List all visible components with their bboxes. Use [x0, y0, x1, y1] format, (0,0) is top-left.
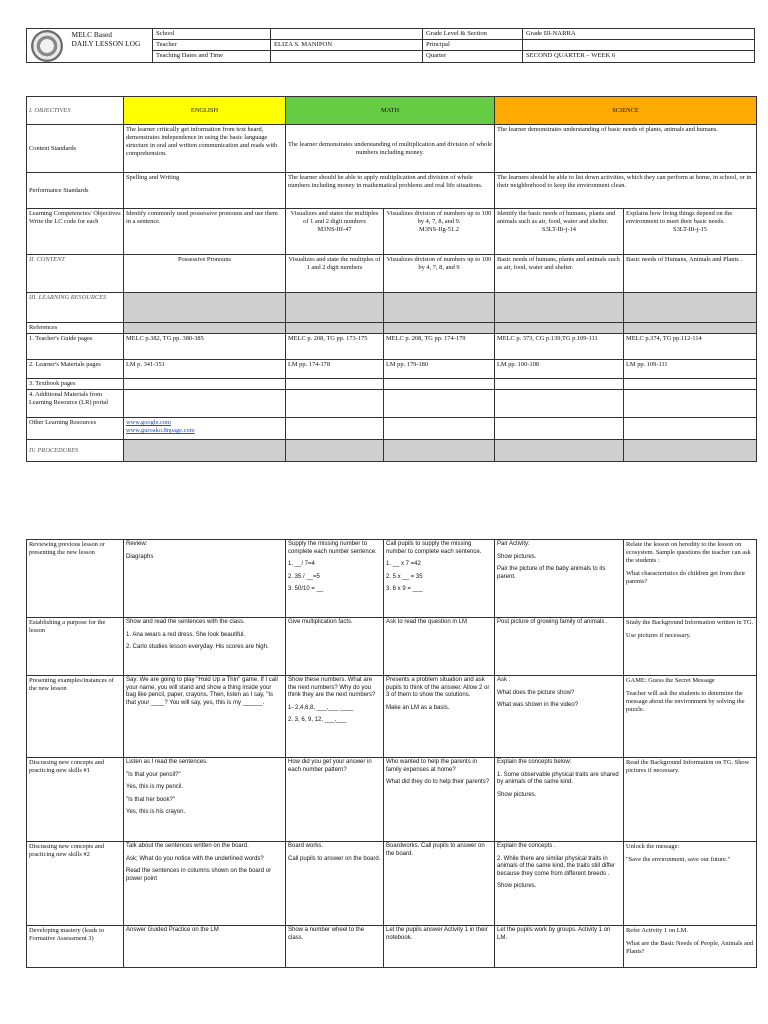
- r5-ma1-b: Call pupils to answer on the board.: [288, 855, 381, 862]
- grade-value: Grade III-NARRA: [523, 29, 755, 40]
- dates-label: Teaching Dates and Time: [153, 51, 271, 62]
- r1-ma1-b: 1. __/ 7=4: [288, 561, 315, 567]
- school-label: School: [153, 29, 271, 40]
- learning-resources-label: III. LEARNING RESOURCES: [27, 293, 124, 323]
- r2-sc2-b: Use pictures if necessary.: [626, 632, 691, 639]
- google-link[interactable]: www.google.com: [126, 419, 172, 426]
- r3-ma1-a: Show these numbers. What are the next numbers? Why do you think they are the next numbers?: [288, 677, 376, 698]
- r3-sc1-b: What does the picture show?: [497, 689, 575, 696]
- r5-ma2: Boardworks. Call pupils to answer on the board.: [384, 842, 495, 926]
- r1-ma2-d: 3. 6 x 9 = ___: [386, 586, 423, 592]
- r2-en-b: 1. Ana wears a red dress. She look beautiful.: [126, 631, 246, 638]
- r2-en-a: Show and read the sentences with the class.: [126, 619, 245, 625]
- other-resources-label: Other Learning Resources: [27, 418, 124, 440]
- r1-sc1-b: Show pictures.: [497, 553, 537, 560]
- lc-math-1-code: M3NS-IIf-47: [317, 226, 352, 233]
- r4-ma2-b: What did they do to help their parents?: [386, 779, 490, 785]
- r1-ma2-c: 2. 5 x __ = 35: [386, 573, 423, 580]
- quarter-value: SECOND QUARTER – WEEK 6: [523, 51, 755, 62]
- header-table: [26, 28, 755, 63]
- teacher-label: Teacher: [153, 40, 271, 51]
- r3-en: Say: We are going to play "Hold Up a Thin" game. If I call your name, you will stand and show a thing inside your bag like pencil, paper, crayons. Then, listen as I say, "Is that your ____? You will say, yes, this is my ______.: [124, 676, 286, 758]
- r1-ma2-a: Call pupils to supply the missing number to complete each sentence.: [386, 541, 482, 555]
- lc-math-2: Visualizes division of numbers up to 100 by 4, 7, 8, and 9.: [386, 210, 492, 225]
- r5-en-b: Ask; What do you notice with the underlined words?: [126, 855, 264, 862]
- r3-ma1-c: 2. 3, 6, 9, 12, ___,___: [288, 717, 347, 723]
- r1-sc2-a: Relate the lesson on heredity to the lesson on ecosystem. Sample questions the teacher can ask the students :: [626, 541, 751, 564]
- row-mastery-label: Developing mastery (leads to Formative Assessment 3): [27, 926, 124, 968]
- tg-math-1: MELC p. 208, TG pp. 173-175: [286, 334, 384, 360]
- tg-science-1: MELC p. 373, CG p.139,TG p.109-111: [495, 334, 624, 360]
- learning-competencies-label: Learning Competencies/ Objectives: [29, 210, 121, 217]
- r3-ma2-b: Make an LM as a basis.: [386, 704, 450, 711]
- lc-math-1: Visualizes and states the multiples of 1 and 2 digit numbers: [290, 210, 379, 225]
- r6-sc2-a: Refer Activity 1 on LM.: [626, 927, 688, 934]
- r1-ma1-c: 2. 35 / __=5: [288, 573, 320, 580]
- lm-english: LM p. 341-351: [124, 360, 286, 379]
- r3-sc2-a: GAME: Guess the Secret Message: [626, 677, 715, 684]
- performance-standards-label: Performance Standards: [27, 173, 124, 209]
- r5-ma1-a: Board works.: [288, 843, 324, 849]
- procedures-label: IV. PROCEDURES: [27, 440, 124, 462]
- content-english: Possessive Pronouns: [124, 255, 286, 293]
- r1-en-a: Review:: [126, 541, 148, 547]
- r1-ma2-b: 1. __ x 7 =42: [386, 561, 421, 567]
- r1-sc1-c: Pair the picture of the baby animals to its parent.: [497, 566, 606, 580]
- r5-en-a: Talk about the sentences written on the board.: [126, 843, 249, 849]
- dates-value: [271, 51, 423, 62]
- r3-sc2-b: Teacher will ask the students to determine the message about the environment by solving the puzzle.: [626, 690, 745, 713]
- r1-sc2-b: What characteristics do children get from their parents?: [626, 570, 746, 585]
- r2-sc2-a: Study the Background Information written in TG.: [626, 619, 754, 626]
- content-math-1: Visualizes and state the multiples of 1 and 2 digit numbers: [286, 255, 384, 293]
- r4-sc2: Read the Background Information on TG. Show pictures if necessary.: [624, 758, 757, 842]
- row-purpose-label: Establishing a purpose for the lesson: [27, 618, 124, 676]
- lc-science-2-code: S3LT-IIi-j-15: [673, 226, 707, 233]
- r3-sc1-c: What was shown in the video?: [497, 702, 579, 708]
- lc-english: Identify commonly used possessive pronouns and use them in a sentence.: [124, 209, 286, 255]
- r5-sc2-a: Unlock the message:: [626, 843, 680, 850]
- content-math-2: Visualizes division of numbers up to 100 by 4, 7, 8, and 9: [384, 255, 495, 293]
- principal-label: Principal: [423, 40, 523, 51]
- lm-science-1: LM pp. 100-108: [495, 360, 624, 379]
- additional-materials-label: 4. Additional Materials from Learning Resource (LR) portal: [27, 390, 124, 418]
- lc-science-1-code: S3LT-IIi-j-14: [542, 226, 576, 233]
- r6-sc1: Let the pupils work by groups. Activity 1 on LM.: [495, 926, 624, 968]
- r5-sc2-b: "Save the environment, save our future.": [626, 856, 731, 863]
- principal-value: [523, 40, 755, 51]
- row-discussing-2-label: Discussing new concepts and practicing new skills #2: [27, 842, 124, 926]
- content-standards-science: The learner demonstrates understanding of basic needs of plants, animals and humans.: [495, 125, 757, 173]
- content-standards-math: The learner demonstrates understanding of multiplication and division of whole numbers including money.: [286, 125, 495, 173]
- r6-en: Answer Guided Practice on the LM: [124, 926, 286, 968]
- content-standards-label: Content Standards: [27, 125, 124, 173]
- textbook-pages-label: 3. Textbook pages: [27, 379, 124, 390]
- content-science-2: Basic needs of Humans, Animals and Plants .: [624, 255, 757, 293]
- r2-en-c: 2. Carlo studies lesson everyday. His scores are high.: [126, 644, 269, 650]
- r1-en-b: Diagraphs: [126, 553, 154, 560]
- r5-sc1-a: Explain the concepts .: [497, 843, 556, 849]
- math-header: MATH: [286, 97, 495, 125]
- content-standards-english: The learner critically get information from text heard, demonstrates independence in using the basic language structure in oral and written communication and reads with comprehension.: [124, 125, 286, 173]
- tg-science-2: MELC p.374, TG pp.112-114: [624, 334, 757, 360]
- performance-standards-english: Spelling and Writing: [124, 173, 286, 209]
- objectives-table: [26, 96, 757, 462]
- r5-en-c: Read the sentences in columns shown on the board or power point: [126, 868, 272, 882]
- learners-materials-label: 2. Learner's Materials pages: [27, 360, 124, 379]
- r6-ma1: Show a number wheel to the class.: [286, 926, 384, 968]
- r3-sc1-a: Ask :: [497, 677, 511, 683]
- r1-sc1-a: Pair Activity:: [497, 541, 530, 547]
- english-header: ENGLISH: [124, 97, 286, 125]
- row-discussing-1-label: Discussing new concepts and practicing new skills #1: [27, 758, 124, 842]
- guroako-link[interactable]: www.guroako.8npage.com: [126, 427, 195, 434]
- lm-math-2: LM pp. 179-180: [384, 360, 495, 379]
- procedures-table: [26, 539, 757, 968]
- title-line-2: DAILY LESSON LOG: [71, 39, 141, 49]
- r3-ma2-a: Presents a problem situation and ask pupils to think of the answer. Allow 2 or 3 of them to show the solutions.: [386, 677, 490, 698]
- title-line-1: MELC Based: [71, 30, 112, 39]
- r4-sc1-b: 1. Some observable physical traits are shared by animals of the same kind.: [497, 771, 619, 785]
- r2-ma2: Ask to read the question in LM: [384, 618, 495, 676]
- r6-sc2-b: What are the Basic Needs of People, Animals and Plants?: [626, 940, 754, 955]
- school-value: [271, 29, 423, 40]
- performance-standards-math: The learner should be able to apply multiplication and division of whole numbers including money in mathematical problems and real life situations.: [286, 173, 495, 209]
- quarter-label: Quarter: [423, 51, 523, 62]
- r2-ma1: Give multiplication facts.: [286, 618, 384, 676]
- objectives-label: I. OBJECTIVES: [27, 97, 124, 125]
- row-reviewing-label: Reviewing previous lesson or presenting the new lesson: [27, 540, 124, 618]
- teachers-guide-label: 1. Teacher's Guide pages: [27, 334, 124, 360]
- r4-en-c: Yes, this is my pencil.: [126, 784, 184, 790]
- r2-sc1: Post picture of growing family of animals .: [495, 618, 624, 676]
- tg-english: MELC p.382, TG pp. 380-385: [124, 334, 286, 360]
- teacher-value: ELIZA S. MANIPON: [271, 40, 423, 51]
- references-label: References: [27, 323, 124, 334]
- science-header: SCIENCE: [495, 97, 757, 125]
- r4-ma1: How did you get your answer in each number pattern?: [286, 758, 384, 842]
- r4-ma2-a: Who wanted to help the parents in family expenses at home?: [386, 759, 478, 773]
- lc-code-note: Write the LC code for each: [29, 218, 99, 225]
- grade-label: Grade Level & Section: [423, 29, 523, 40]
- r4-en-d: "Is that her book?": [126, 796, 175, 803]
- r1-ma1-d: 3. 50/10 = __: [288, 586, 324, 592]
- r1-ma1-a: Supply the missing number to complete each number sentence.: [288, 541, 377, 555]
- r4-en-b: "Is that your pencil?": [126, 771, 181, 778]
- lm-science-2: LM pp. 109-111: [624, 360, 757, 379]
- performance-standards-science: The learners should be able to list down activities, which they can perform at home, in school, or in their neighborhood to keep the environment clean.: [495, 173, 757, 209]
- r4-sc1-a: Explain the concepts below:: [497, 759, 572, 765]
- content-science-1: Basic needs of humans, plants and animals such as air, food, water and shelter.: [495, 255, 624, 293]
- r5-sc1-b: 2. While there are similar physical traits in animals of the same kind, the traits still differ because they come from different breeds .: [497, 855, 615, 877]
- lc-science-2: Explains how living things depend on the environment to meet their basic needs.: [626, 210, 733, 225]
- lc-math-2-code: M3NS-IIg-51.2: [419, 226, 459, 233]
- r4-en-a: Listen as I read the sentences.: [126, 759, 208, 765]
- r6-ma2: Let the pupils answer Activity 1 in their notebook.: [384, 926, 495, 968]
- tg-math-2: MELC p. 208, TG pp. 174-179: [384, 334, 495, 360]
- content-label: II. CONTENT: [27, 255, 124, 293]
- r3-ma1-b: 1- 2,4,6,8, ___,___ ____: [288, 704, 354, 711]
- r5-sc1-c: Show pictures.: [497, 883, 537, 889]
- r4-sc1-c: Show pictures.: [497, 791, 537, 798]
- lc-science-1: Identify the basic needs of humans, plants and animals such as air, food, water and shelter.: [497, 210, 616, 225]
- lm-math-1: LM pp. 174-178: [286, 360, 384, 379]
- r4-en-e: Yes, this is his crayon.: [126, 809, 186, 815]
- row-presenting-label: Presenting examples/instances of the new lesson: [27, 676, 124, 758]
